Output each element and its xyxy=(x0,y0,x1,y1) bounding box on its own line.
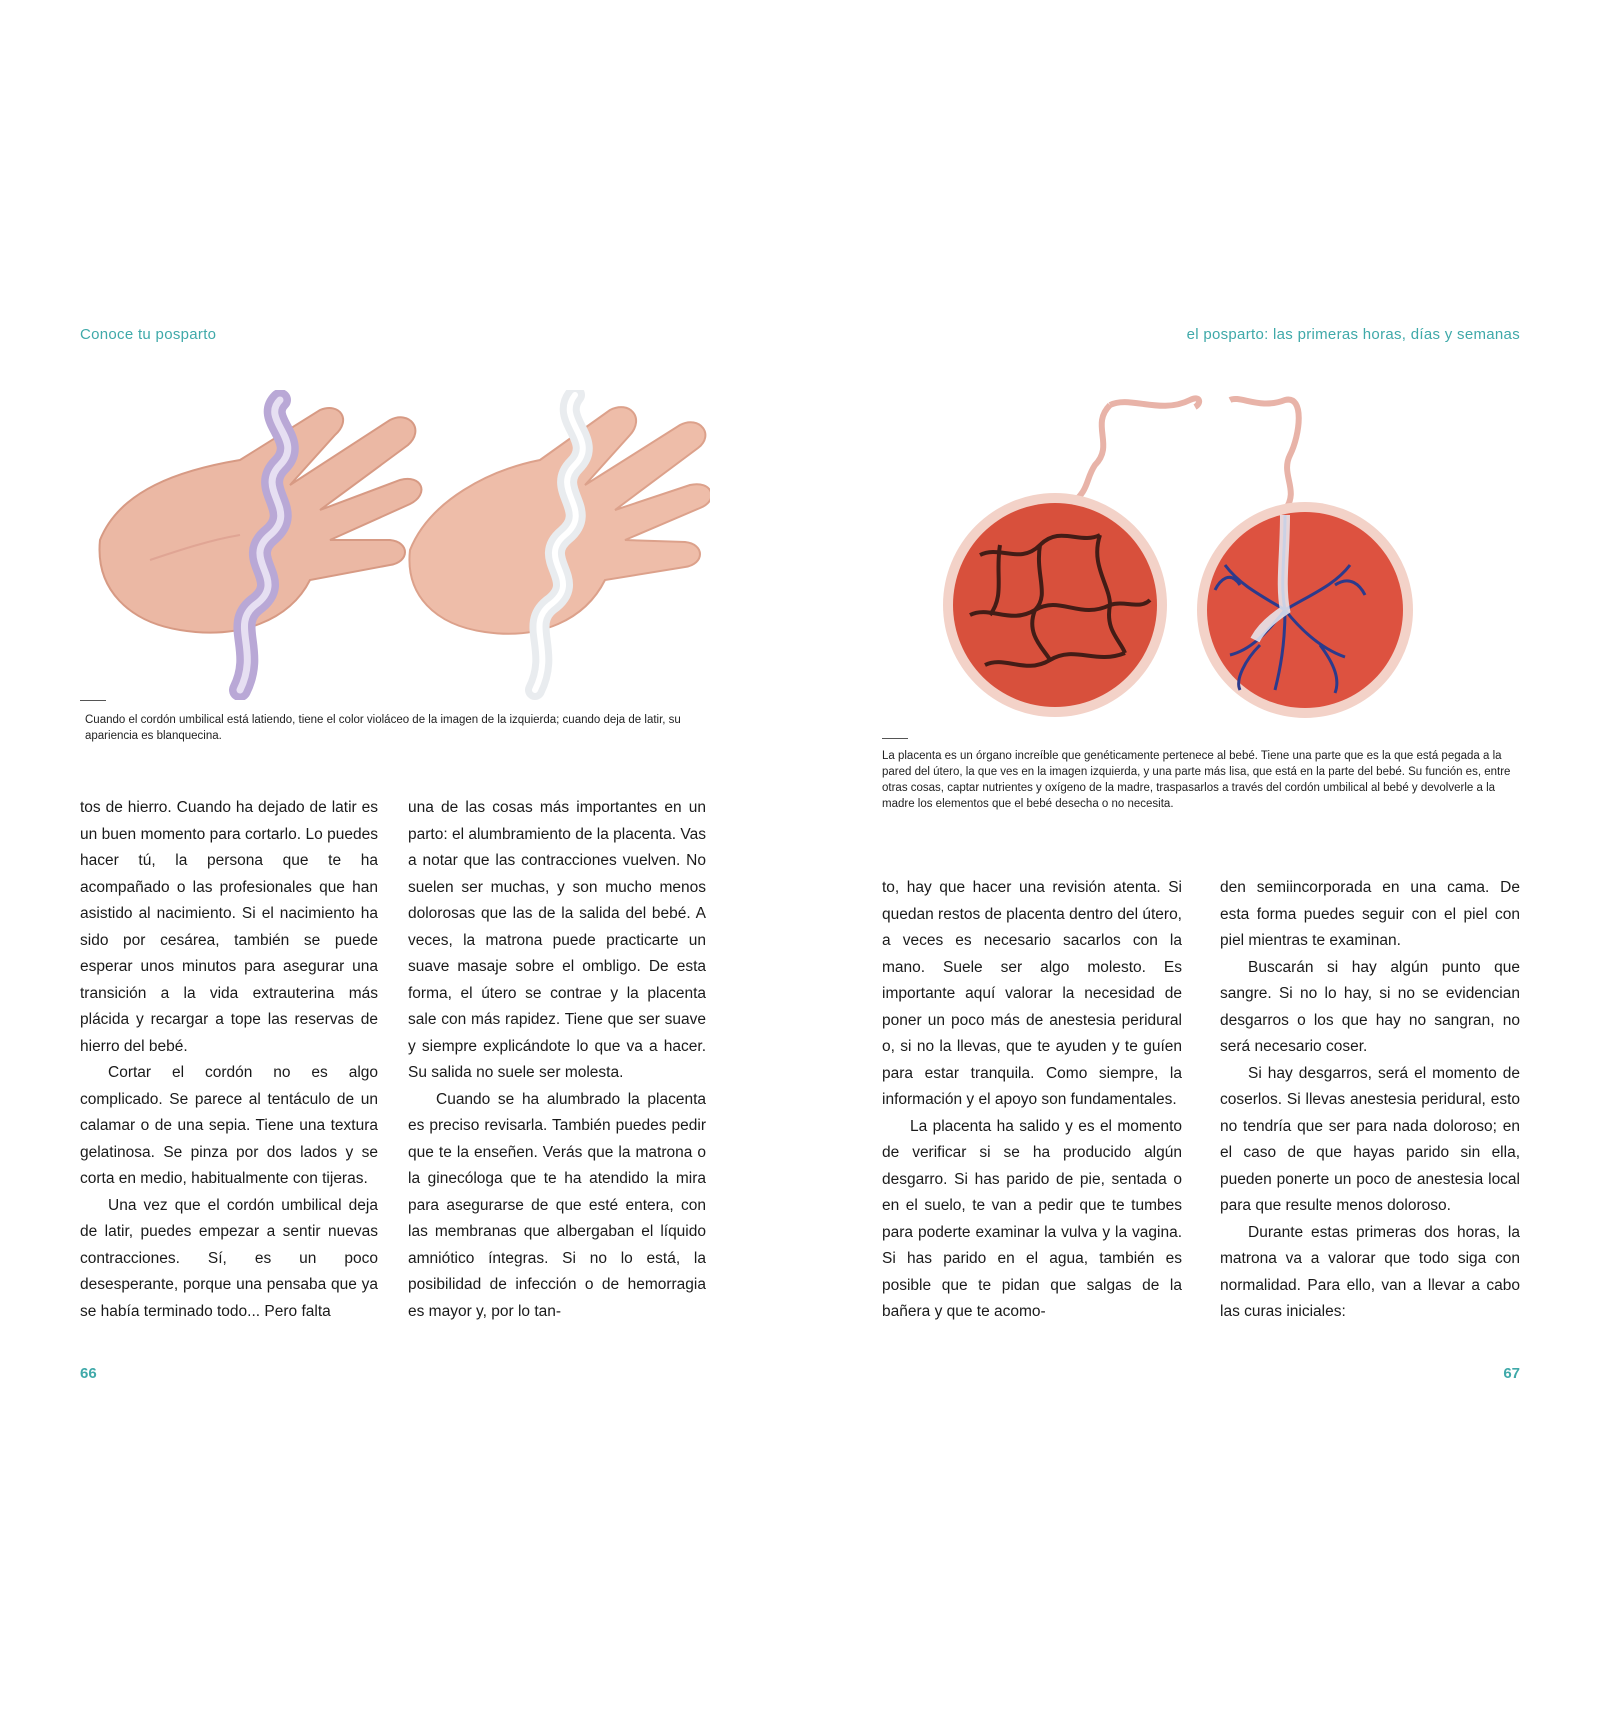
text-column-right-2 xyxy=(1220,875,1520,1326)
placenta-maternal-side xyxy=(943,398,1199,717)
paragraph: den semiincorporada en una cama. De esta forma puedes seguir con el piel con piel mientras te examinan. xyxy=(1220,879,1520,949)
right-page xyxy=(800,0,1600,1710)
paragraph: to, hay que hacer una revisión atenta. Si quedan restos de placenta dentro del útero, a veces es necesario sacarlos con la mano. Suele ser algo molesto. Es importante aquí valorar la necesidad de poner un poco más de anestesia peridural o, si no la llevas, que te ayuden y te guíen para estar tranquila. Como siempre, la información y el apoyo son fundamentales. xyxy=(882,879,1182,1108)
hand-white-cord xyxy=(409,395,710,690)
paragraph: tos de hierro. Cuando ha dejado de latir es un buen momento para cortarlo. Lo puedes hacer tú, la persona que te ha acompañado o las profesionales que han asistido al nacimiento. Si el nacimiento ha sido por cesárea, también se puede esperar unos minutos para asegurar una transición a la vida extrauterina más plácida y recargar a tope las reservas de hierro del bebé. xyxy=(80,799,378,1055)
paragraph: Durante estas primeras dos horas, la matrona va a valorar que todo siga con normalidad. Para ello, van a llevar a cabo las curas iniciales: xyxy=(1220,1223,1520,1320)
hand-violet-cord xyxy=(100,400,422,690)
placenta-illustration xyxy=(940,395,1440,725)
running-head-left: Conoce tu posparto xyxy=(80,326,217,343)
placenta-fetal-side xyxy=(1197,399,1413,718)
page-number-right: 67 xyxy=(1503,1365,1520,1382)
umbilical-cord-hands-illustration xyxy=(90,390,710,700)
paragraph: Cuando se ha alumbrado la placenta es preciso revisarla. También puedes pedir que te la enseñen. Verás que la matrona o la ginecóloga que te ha atendido la mira para asegurarse de que esté entera, con las membranas que albergaban el líquido amniótico íntegras. Si no lo está, la posibilidad de infección o de hemorragia es mayor y, por lo tan- xyxy=(408,1090,706,1320)
paragraph: Buscarán si hay algún punto que sangre. Si no lo hay, si no se evidencian desgarros o los que hay no sangran, no será necesario coser. xyxy=(1220,958,1520,1055)
page-number-left: 66 xyxy=(80,1365,97,1382)
paragraph: La placenta ha salido y es el momento de verificar si se ha producido algún desgarro. Si has parido de pie, sentada o en el suelo, te van a pedir que te tumbes para poderte examinar la vulva y la vagina. Si has parido en el agua, también es posible que te pidan que salgas de la bañera y que te acomo- xyxy=(882,1117,1182,1320)
caption-rule-right xyxy=(882,738,908,739)
running-head-right: el posparto: las primeras horas, días y semanas xyxy=(1186,326,1520,343)
text-column-left-2 xyxy=(408,795,706,1325)
caption-right: La placenta es un órgano increíble que genéticamente pertenece al bebé. Tiene una parte que es la que está pegada a la pared del útero, la que ves en la imagen izquierda, y una parte más lisa, que está en la parte del bebé. Su función es, entre otras cosas, captar nutrientes y oxígeno de la madre, traspasarlos a través del cordón umbilical al bebé y devolverle a la madre los elementos que el bebé desecha o no necesita. xyxy=(882,750,1511,810)
caption-left: Cuando el cordón umbilical está latiendo, tiene el color violáceo de la imagen de la izquierda; cuando deja de latir, su apariencia es blanquecina. xyxy=(85,714,681,742)
text-column-right-1 xyxy=(882,875,1182,1326)
paragraph: Cortar el cordón no es algo complicado. Se parece al tentáculo de un calamar o de una sepia. Tiene una textura gelatinosa. Se pinza por dos lados y se corta en medio, habitualmente con tijeras. xyxy=(80,1064,378,1187)
paragraph: una de las cosas más importantes en un parto: el alumbramiento de la placenta. Vas a notar que las contracciones vuelven. No suelen ser muchas, y son mucho menos dolorosas que las de la salida del bebé. A veces, la matrona puede practicarte un suave masaje sobre el ombligo. De esta forma, el útero se contrae y la placenta sale con más rapidez. Tiene que ser suave y siempre explicándote lo que va a hacer. Su salida no suele ser molesta. xyxy=(408,799,706,1081)
text-column-left-1 xyxy=(80,795,378,1325)
paragraph: Si hay desgarros, será el momento de coserlos. Si llevas anestesia peridural, esto no tendría que ser para nada doloroso; en el caso de que hayas parido sin ella, pueden ponerte un poco de anestesia local para que resulte menos doloroso. xyxy=(1220,1064,1520,1214)
caption-rule-left xyxy=(80,700,106,701)
paragraph: Una vez que el cordón umbilical deja de latir, puedes empezar a sentir nuevas contracciones. Sí, es un poco desesperante, porque una pensaba que ya se había terminado todo... Pero falta xyxy=(80,1196,378,1320)
